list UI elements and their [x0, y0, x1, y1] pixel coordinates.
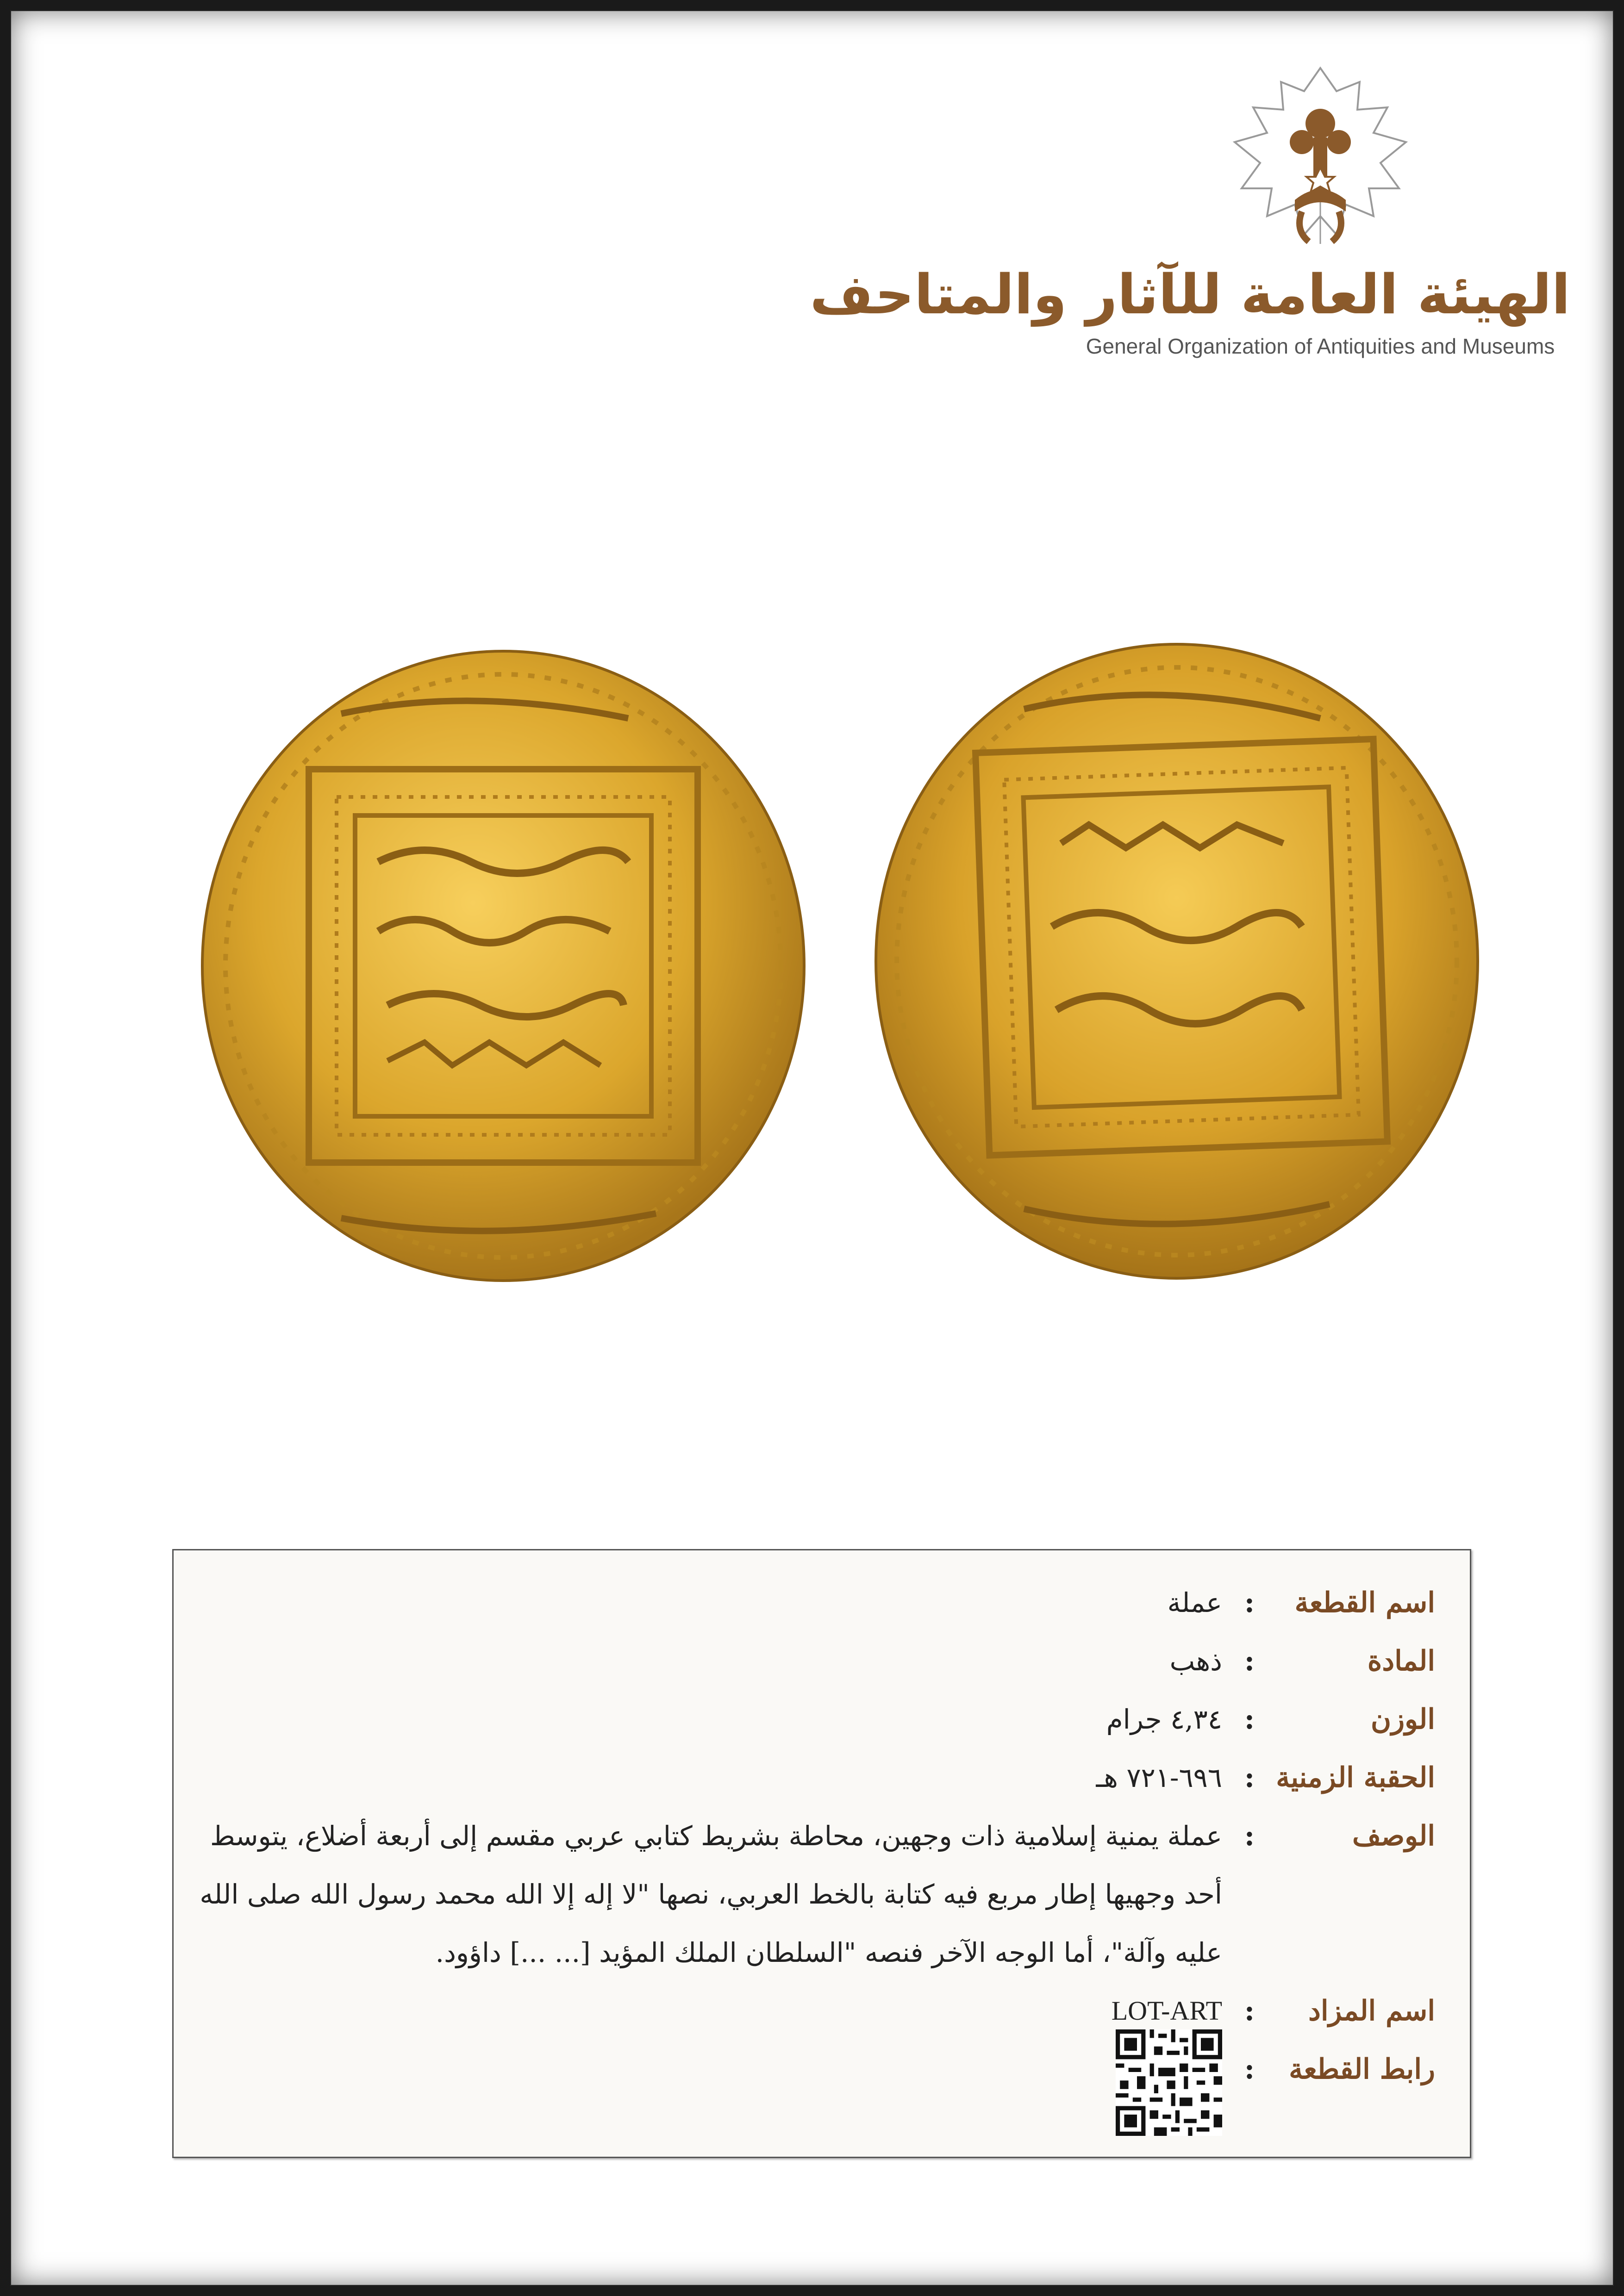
qr-code-icon[interactable]: [1116, 2029, 1222, 2136]
auction-value: LOT-ART: [1111, 1996, 1222, 2026]
material-value: ذهب: [1169, 1645, 1222, 1677]
grape-leaf-emblem-icon: [1221, 63, 1420, 255]
weight-value: ٤,٣٤ جرام: [1106, 1704, 1222, 1735]
logo-arabic-name: الهيئة العامة للآثار والمتاحف: [810, 262, 1570, 326]
gold-coin-obverse-icon: [193, 644, 813, 1288]
separator: :: [1244, 1587, 1255, 1619]
period-label: الحقبة الزمنية: [1276, 1761, 1435, 1794]
separator: :: [1244, 1645, 1255, 1677]
link-label: رابط القطعة: [1289, 2053, 1435, 2085]
gold-coin-reverse-icon: [867, 640, 1487, 1283]
separator: :: [1244, 2053, 1255, 2085]
organization-logo: [810, 63, 1570, 364]
separator: :: [1244, 1761, 1255, 1794]
name-label: اسم القطعة: [1294, 1587, 1435, 1619]
name-value: عملة: [1167, 1587, 1222, 1618]
document-page: [10, 10, 1614, 2286]
coin-images: [193, 640, 1485, 1292]
material-label: المادة: [1367, 1645, 1435, 1677]
auction-label: اسم المزاد: [1308, 1995, 1435, 2027]
logo-english-name: General Organization of Antiquities and Museums: [1086, 334, 1555, 358]
separator: :: [1244, 1703, 1255, 1736]
description-label: الوصف: [1352, 1820, 1435, 1852]
weight-label: الوزن: [1371, 1703, 1435, 1736]
period-value: ٦٩٦-٧٢١ هـ: [1096, 1762, 1222, 1793]
separator: :: [1244, 1820, 1255, 1852]
artifact-info-box: [172, 1549, 1471, 2158]
description-value: عملة يمنية إسلامية ذات وجهين، محاطة بشريط كتابي عربي مقسم إلى أربعة أضلاع، يتوسط أحد وجهيها إطار مربع فيه كتابة بالخط العربي، نصها "لا إله إلا الله محمد رسول الله صلى الله عليه وآلة"، أما الوجه الآخر فنصه "السلطان الملك المؤيد [... ...] داؤود.: [200, 1820, 1222, 1968]
separator: :: [1244, 1995, 1255, 2027]
